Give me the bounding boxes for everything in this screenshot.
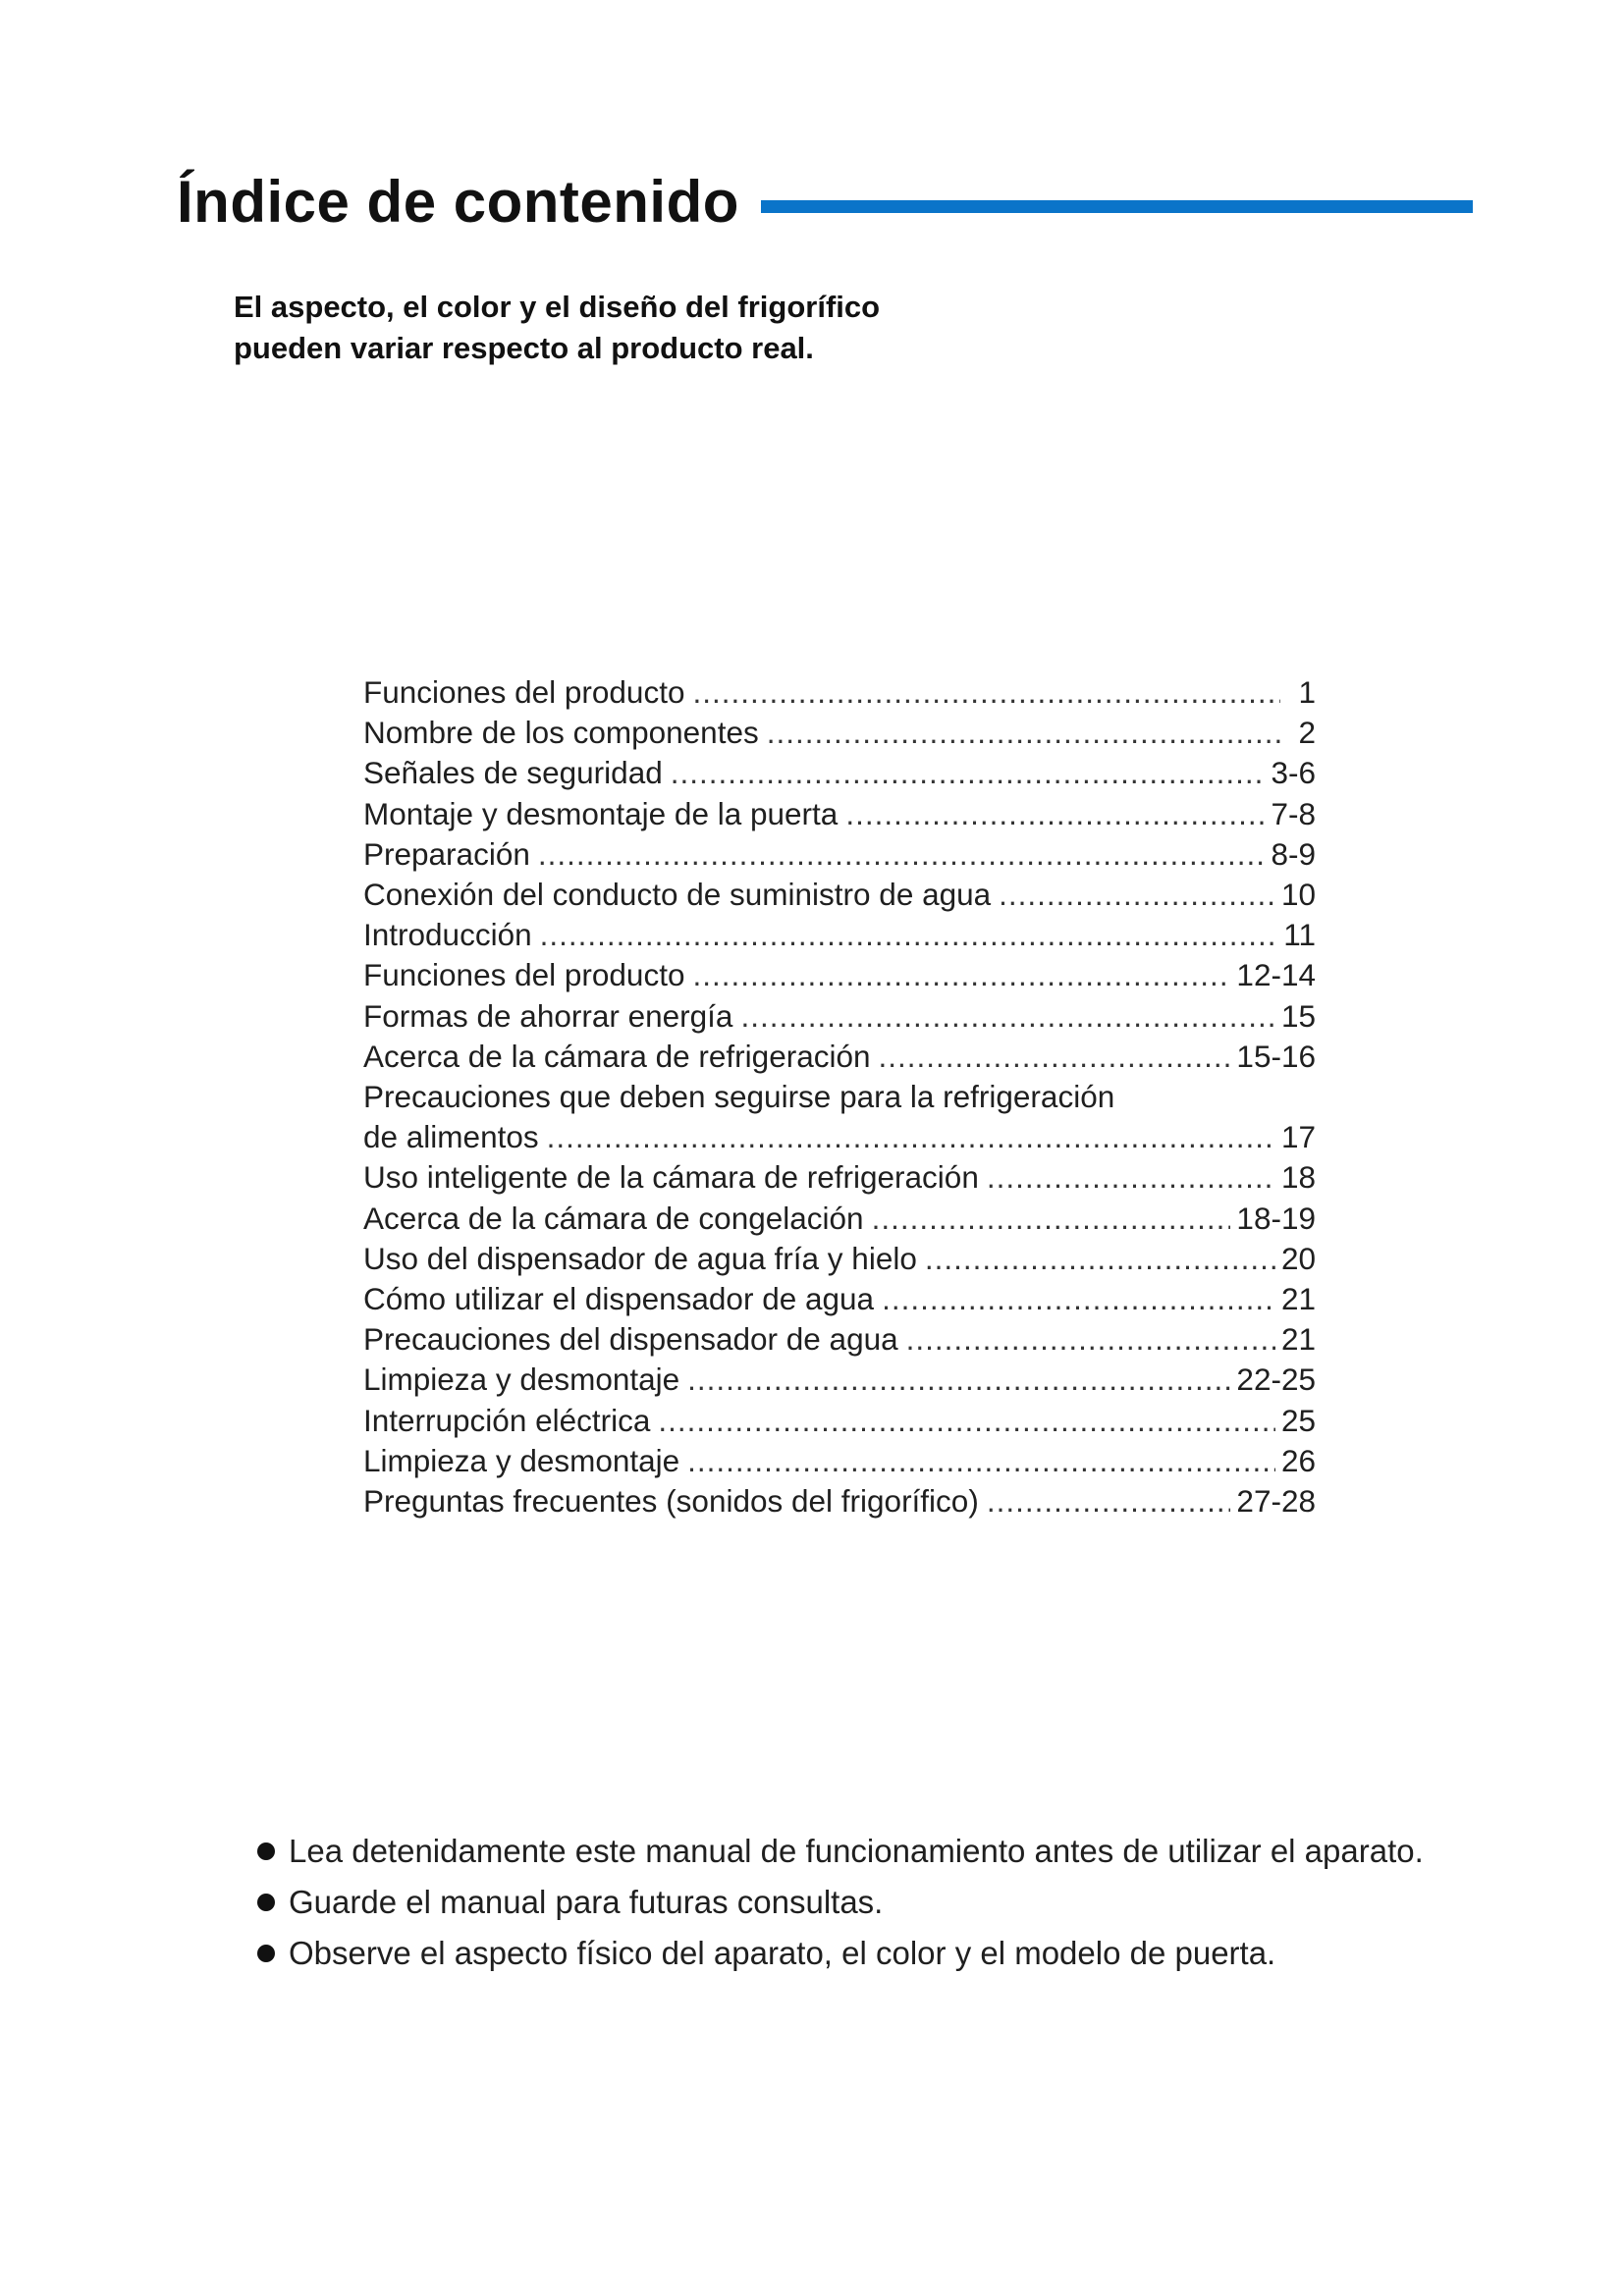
toc-entry-label: Montaje y desmontaje de la puerta [363,795,839,831]
toc-entry-page: 25 [1280,1402,1316,1438]
toc-entry-preparation[interactable] [363,834,1316,875]
toc-dot-leader [906,1319,1275,1360]
toc-entry-page: 10 [1280,877,1316,913]
toc-entry-label: Uso inteligente de la cámara de refrigeración [363,1159,979,1196]
toc-entry-cleaning-disassembly-2[interactable] [363,1441,1316,1481]
toc-entry-water-dispenser-precautions[interactable] [363,1319,1316,1360]
title-row [177,157,1473,245]
toc-entry-label: Interrupción eléctrica [363,1402,651,1438]
toc-entry-label: Uso del dispensador de agua fría y hielo [363,1240,917,1276]
toc-dot-leader [872,1199,1231,1239]
toc-dot-leader [547,1117,1275,1157]
toc-entry-label: Funciones del producto [363,957,685,993]
toc-entry-page: 21 [1280,1321,1316,1358]
title-accent-rule [761,200,1473,213]
toc-dot-leader [658,1401,1275,1441]
toc-dot-leader [882,1279,1275,1319]
toc-entry-cleaning-disassembly[interactable] [363,1360,1316,1400]
list-item [257,1877,1424,1928]
toc-entry-water-dispenser-usage[interactable] [363,1279,1316,1319]
toc-entry-page: 15-16 [1236,1038,1316,1074]
toc-dot-leader [925,1239,1275,1279]
toc-entry-page: 1 [1298,674,1316,710]
toc-entry-label: Acerca de la cámara de congelación [363,1200,864,1236]
toc-entry-product-functions[interactable] [363,672,1316,713]
toc-entry-introduction[interactable] [363,915,1316,955]
toc-entry-door-assembly[interactable] [363,794,1316,834]
toc-dot-leader [740,996,1275,1037]
toc-entry-water-supply-connection[interactable] [363,875,1316,915]
toc-entry-label: de alimentos [363,1119,539,1155]
toc-entry-page: 2 [1298,715,1316,751]
toc-entry-page: 21 [1280,1281,1316,1317]
toc-entry-page: 15 [1280,997,1316,1034]
toc-entry-label: Funciones del producto [363,674,685,710]
bullet-icon [257,1842,275,1860]
toc-entry-energy-saving[interactable] [363,996,1316,1037]
toc-dot-leader [987,1481,1231,1522]
toc-entry-safety-signs[interactable] [363,753,1316,793]
toc-entry-page: 8-9 [1271,835,1316,872]
list-item [257,1826,1424,1877]
appearance-notice [234,287,880,369]
toc-entry-freezer-chamber[interactable] [363,1199,1316,1239]
toc-entry-page: 11 [1283,917,1316,953]
toc-dot-leader [540,915,1278,955]
toc-entry-component-names[interactable] [363,713,1316,753]
toc-dot-leader [671,753,1266,793]
toc-entry-power-interruption[interactable] [363,1401,1316,1441]
toc-entry-faq-sounds[interactable] [363,1481,1316,1522]
toc-entry-page: 7-8 [1271,795,1316,831]
usage-notes-list [257,1826,1424,1979]
toc-entry-label: Acerca de la cámara de refrigeración [363,1038,871,1074]
toc-entry-page: 27-28 [1236,1483,1316,1520]
bullet-text: Lea detenidamente este manual de funcionamiento antes de utilizar el aparato. [289,1833,1424,1869]
notice-line-2: pueden variar respecto al producto real. [234,331,814,365]
toc-entry-label: Conexión del conducto de suministro de agua [363,877,992,913]
toc-entry-refrigerator-chamber[interactable] [363,1037,1316,1077]
toc-dot-leader [987,1157,1275,1198]
page-title: Índice de contenido [177,168,739,235]
table-of-contents [363,672,1316,1522]
toc-entry-page: 22-25 [1236,1362,1316,1398]
toc-dot-leader [845,794,1265,834]
toc-dot-leader [879,1037,1231,1077]
toc-dot-leader [767,713,1280,753]
toc-entry-product-functions-2[interactable] [363,955,1316,995]
toc-entry-page: 3-6 [1271,755,1316,791]
toc-entry-page: 18 [1280,1159,1316,1196]
toc-entry-page: 26 [1280,1442,1316,1478]
toc-entry-label: Limpieza y desmontaje [363,1442,680,1478]
notice-line-1: El aspecto, el color y el diseño del frigorífico [234,290,881,324]
bullet-icon [257,1894,275,1911]
toc-entry-label: Precauciones que deben seguirse para la refrigeración [363,1079,1115,1115]
toc-entry-label: Introducción [363,917,532,953]
toc-entry-page: 20 [1280,1240,1316,1276]
toc-entry-label: Preguntas frecuentes (sonidos del frigorífico) [363,1483,979,1520]
toc-dot-leader [538,834,1266,875]
toc-entry-page: 17 [1280,1119,1316,1155]
toc-dot-leader [692,955,1230,995]
toc-entry-label: Formas de ahorrar energía [363,997,733,1034]
toc-entry-cold-water-ice-dispenser[interactable] [363,1239,1316,1279]
toc-entry-label: Señales de seguridad [363,755,663,791]
toc-dot-leader [692,672,1280,713]
toc-entry-label: Cómo utilizar el dispensador de agua [363,1281,875,1317]
toc-entry-label: Precauciones del dispensador de agua [363,1321,898,1358]
toc-entry-food-precautions-line-2[interactable] [363,1117,1316,1157]
toc-entry-label: Nombre de los componentes [363,715,759,751]
bullet-icon [257,1945,275,1962]
bullet-text: Guarde el manual para futuras consultas. [289,1884,884,1920]
toc-entry-label: Limpieza y desmontaje [363,1362,680,1398]
toc-entry-food-precautions-line-1[interactable] [363,1077,1316,1117]
toc-entry-page: 12-14 [1236,957,1316,993]
bullet-text: Observe el aspecto físico del aparato, el color y el modelo de puerta. [289,1935,1276,1971]
toc-entry-smart-refrigeration[interactable] [363,1157,1316,1198]
toc-dot-leader [687,1360,1230,1400]
toc-entry-page: 18-19 [1236,1200,1316,1236]
toc-entry-label: Preparación [363,835,530,872]
toc-dot-leader [999,875,1275,915]
list-item [257,1928,1424,1979]
toc-dot-leader [687,1441,1275,1481]
